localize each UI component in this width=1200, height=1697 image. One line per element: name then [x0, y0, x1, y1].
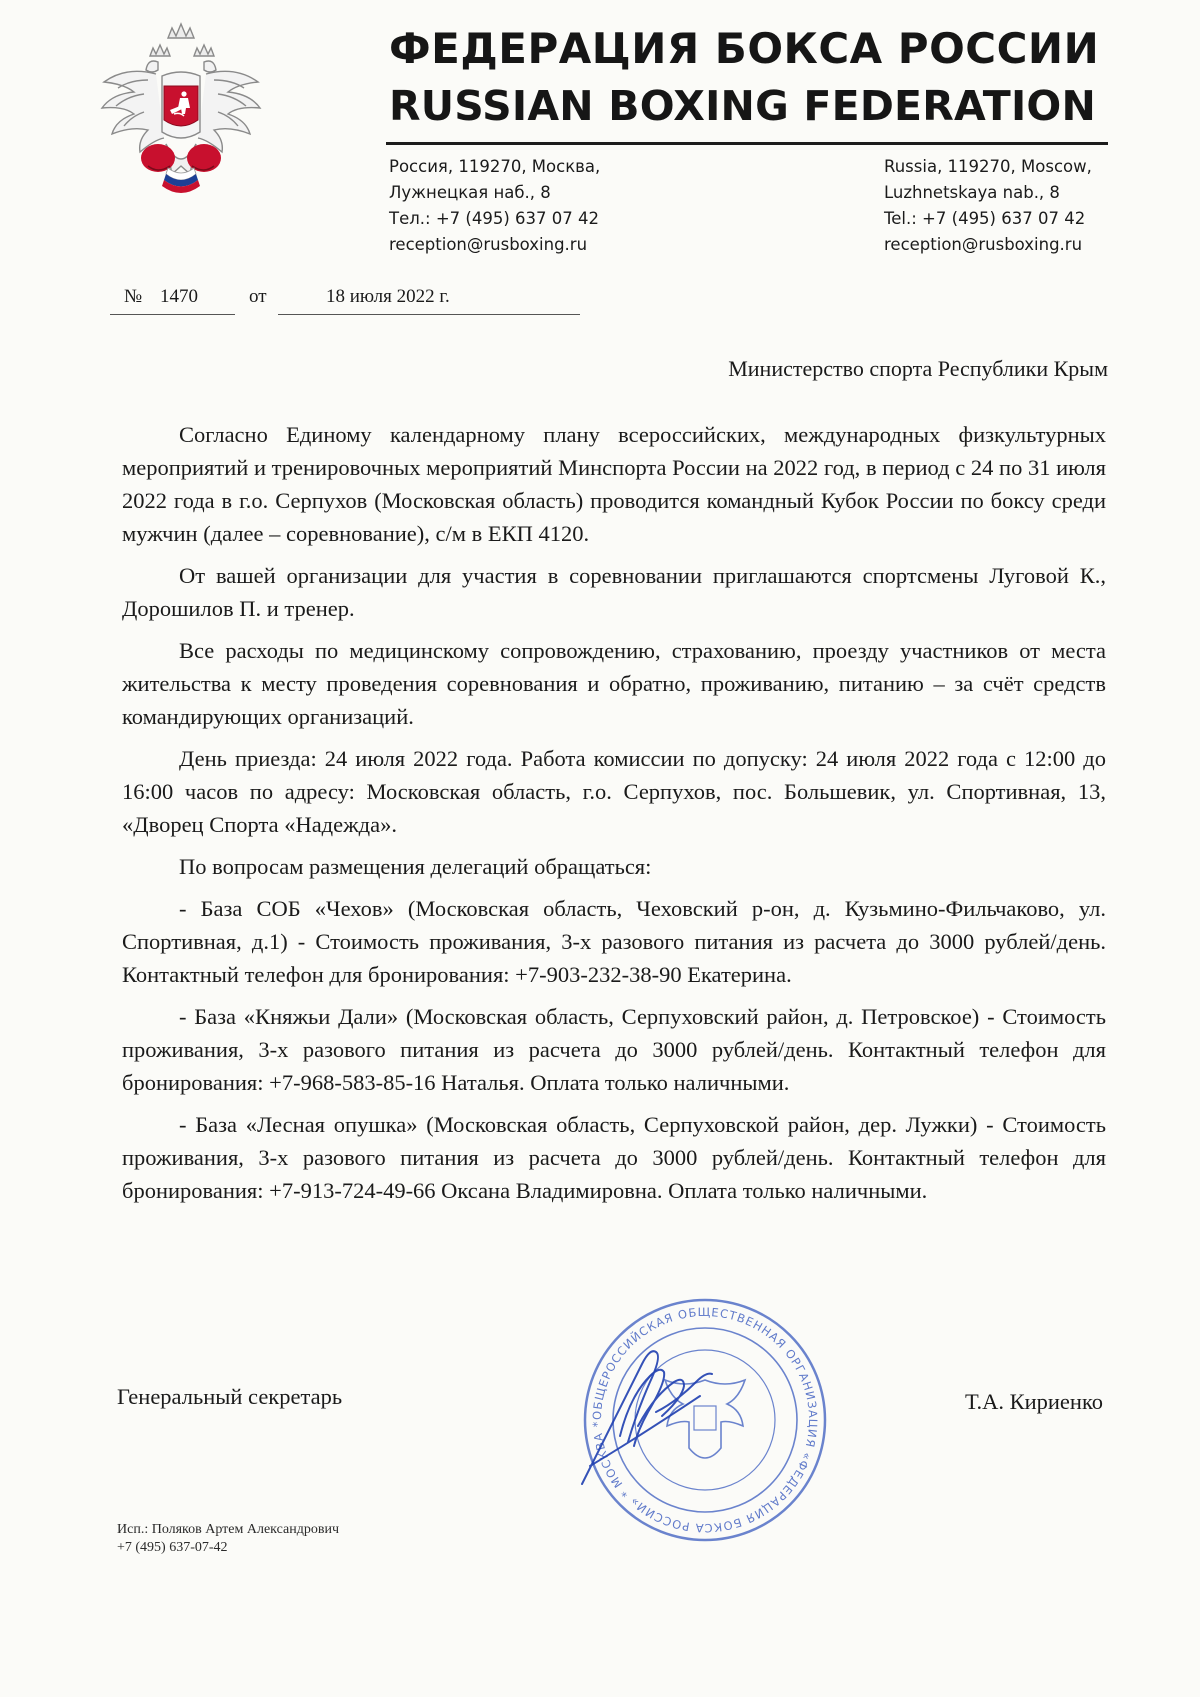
organization-name-ru: ФЕДЕРАЦИЯ БОКСА РОССИИ — [389, 24, 1100, 73]
address-block-ru — [389, 154, 600, 258]
document-date: 18 июля 2022 г. — [326, 286, 450, 307]
address-block-en — [884, 154, 1092, 258]
date-label: от — [249, 286, 267, 307]
address-line: Лужнецкая наб., 8 — [389, 183, 551, 202]
phone-line: Tel.: +7 (495) 637 07 42 — [884, 209, 1086, 228]
body-paragraph: По вопросам размещения делегаций обращаться: — [179, 854, 652, 879]
addressee: Министерство спорта Республики Крым — [728, 356, 1108, 381]
body-paragraph: Все расходы по медицинскому сопровождению, страхованию, проезду участников от места жительства к месту проведения соревнования и обратно, проживанию, питанию – за счёт средств командирующих организаций. — [122, 638, 1106, 729]
signatory-position: Генеральный секретарь — [117, 1384, 343, 1409]
executor-name: Исп.: Поляков Артем Александрович — [117, 1522, 339, 1537]
address-line: Russia, 119270, Moscow, — [884, 157, 1092, 176]
date-underline — [278, 314, 580, 315]
body-paragraph: Согласно Единому календарному плану всероссийских, международных физкультурных мероприятий и тренировочных мероприятий Минспорта России на 2022 год, в период с 24 по 31 июля 2022 года в г.о. Серпухов (Московская область) проводится командный Кубок России по боксу среди мужчин (далее – соревнование), с/м в ЕКП 4120. — [122, 422, 1106, 546]
body-paragraph: От вашей организации для участия в соревновании приглашаются спортсмены Луговой К., Дорошилов П. и тренер. — [122, 563, 1106, 621]
email-line: reception@rusboxing.ru — [884, 235, 1083, 254]
accommodation-item: - База «Лесная опушка» (Московская область, Серпуховской район, дер. Лужки) - Стоимость проживания, 3-х разового питания из расчета до 3000 рублей/день. Контактный телефон для бронирования: +7-913-724-49-66 Оксана Владимировна. Оплата только наличными. — [122, 1112, 1106, 1203]
letter-body — [122, 418, 1106, 1216]
number-underline — [110, 314, 235, 315]
handwritten-signature-icon — [560, 1316, 750, 1496]
number-label: № — [124, 286, 143, 307]
address-line: Luzhnetskaya nab., 8 — [884, 183, 1060, 202]
phone-line: Тел.: +7 (495) 637 07 42 — [389, 209, 599, 228]
letterhead-divider — [386, 142, 1108, 145]
body-paragraph: День приезда: 24 июля 2022 года. Работа комиссии по допуску: 24 июля 2022 года с 12:00 до 16:00 часов по адресу: Московская область, г.о. Серпухов, пос. Большевик, ул. Спортивная, 13, «Дворец Спорта «Надежда». — [122, 746, 1106, 837]
accommodation-item: - База СОБ «Чехов» (Московская область, Чеховский р-он, д. Кузьмино-Фильчаково, ул. Спортивная, д.1) - Стоимость проживания, 3-х разового питания из расчета до 3000 рублей/день. Контактный телефон для бронирования: +7-903-232-38-90 Екатерина. — [122, 896, 1106, 987]
document-number: 1470 — [160, 286, 198, 307]
accommodation-item: - База «Княжьи Дали» (Московская область, Серпуховский район, д. Петровское) - Стоимость проживания, 3-х разового питания из расчета до 3000 рублей/день. Контактный телефон для бронирования: +7-968-583-85-16 Наталья. Оплата только наличными. — [122, 1004, 1106, 1095]
address-line: Россия, 119270, Москва, — [389, 157, 601, 176]
double-headed-eagle-emblem-icon — [96, 16, 266, 196]
executor-info — [117, 1521, 339, 1557]
email-line: reception@rusboxing.ru — [389, 235, 588, 254]
stamp-text: ОБЩЕРОССИЙСКАЯ ОБЩЕСТВЕННАЯ ОРГАНИЗАЦИЯ «ФЕДЕРАЦИЯ БОКСА РОССИИ» * МОСКВА * — [589, 1304, 821, 1536]
executor-phone: +7 (495) 637-07-42 — [117, 1540, 228, 1555]
organization-name-en: RUSSIAN BOXING FEDERATION — [389, 82, 1096, 130]
signatory-name: Т.А. Кириенко — [964, 1389, 1103, 1414]
